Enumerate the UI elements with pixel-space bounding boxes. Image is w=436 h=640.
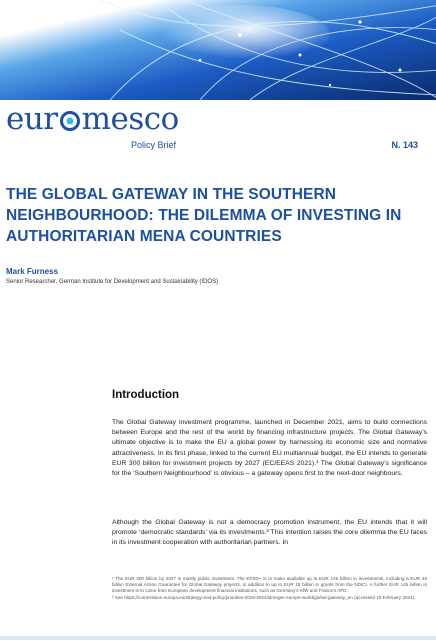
euromesco-logo [6, 101, 179, 137]
body-paragraph: The Global Gateway investment programme, launched in December 2021, aims to build connections between Europe and the rest of the world by financing infrastructure projects. The Global Gateway’s ultimate objective is to make the EU a global power by harnessing its economic size and normative attractiveness. In its first phase, linked to the current EU multiannual budget, the EU intends to generate EUR 300 billion for investment projects by 2027 (EC/EEAS 2021).¹ The Global Gateway’s significance for the ‘Southern Neighbourhood’ is obvious – a gateway opens first to the next-door neighbours. [112, 419, 427, 478]
footnote: ² See https://commission.europa.eu/strategy-and-policy/priorities-2019-2024/stronger-europe-world/global-gateway_en (accessed 15 February 2024). [112, 595, 416, 600]
footnotes [112, 576, 427, 602]
document-title: THE GLOBAL GATEWAY IN THE SOUTHERN NEIGHBOURHOOD: THE DILEMMA OF INVESTING IN AUTHORITARIAN MENA COUNTRIES [6, 186, 402, 245]
author-affiliation: Senior Researcher, German Institute for Development and Sustainability (IDOS) [6, 279, 219, 285]
brief-number: N. 143 [391, 140, 418, 150]
logo-text-part2: mesco [81, 101, 179, 137]
header-network-image [0, 0, 436, 100]
series-label: Policy Brief [131, 140, 177, 150]
bottom-rule [0, 636, 436, 640]
author-name: Mark Furness [6, 267, 59, 276]
logo-text-part1: eur [6, 101, 58, 137]
body-paragraph: Although the Global Gateway is not a democracy promotion instrument, the EU intends that it will promote ‘democratic standards’ via its investments.² This intention raises the core dilemma the EU faces in its investment cooperation with authoritarian partners. In [112, 519, 427, 547]
section-heading: Introduction [112, 389, 180, 401]
logo-ring-icon [59, 110, 81, 132]
footnote: ¹ The EUR 300 billion by 2027 is mostly public investment. The EFSD+ is to make available up to EUR 135 billion in investments, including a EUR 40 billion External Action Guarantee for Global Gateway projects, in addition to up to EUR 18 billion in grants from the NDICI. A further EUR 145 billion in investment is to come from European development financial institutions, such as Germany’s KfW and France’s AFD. [112, 576, 427, 593]
